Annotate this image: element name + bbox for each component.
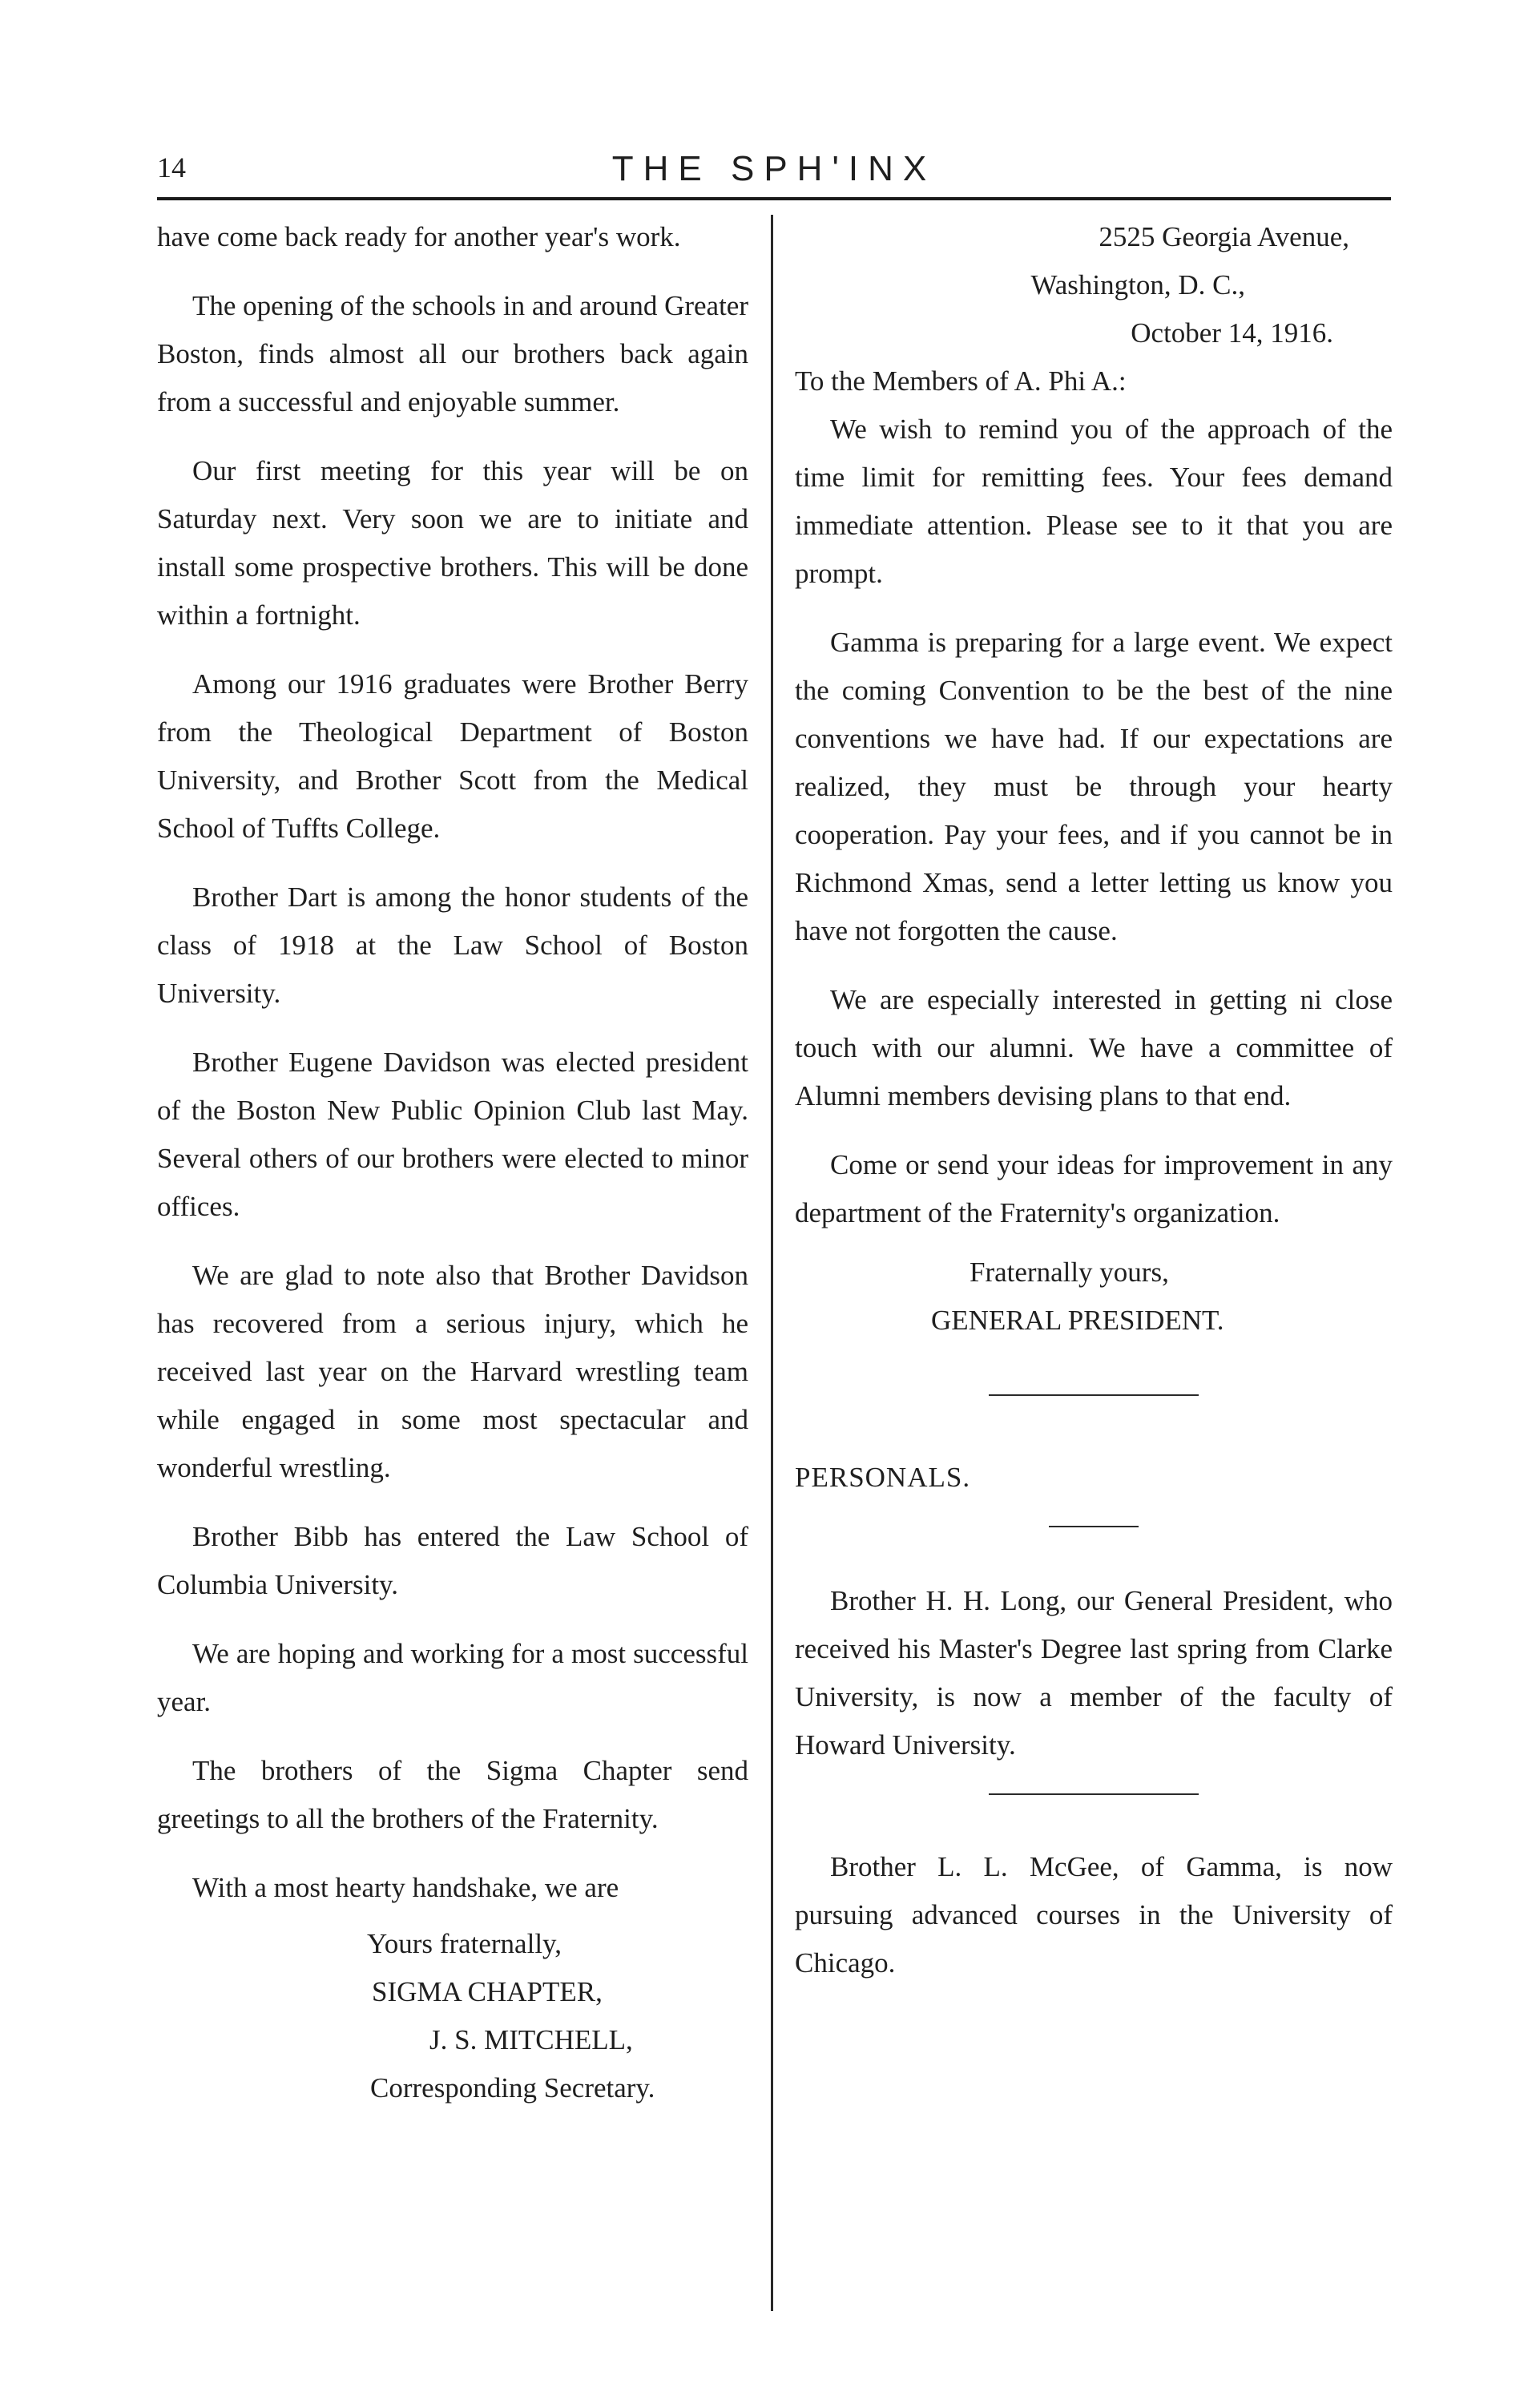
personal-item: Brother L. L. McGee, of Gamma, is now pursuing advanced courses in the University of Chicago. bbox=[795, 1851, 1393, 1979]
signature-name: J. S. MITCHELL, bbox=[429, 2024, 633, 2055]
paragraph: Among our 1916 graduates were Brother Berry from the Theological Department of Boston University, and Brother Scott from the Medical School of Tuffts College. bbox=[157, 668, 748, 844]
paragraph: Brother Bibb has entered the Law School of Columbia University. bbox=[157, 1521, 748, 1600]
running-title: THE SPH'INX bbox=[611, 149, 937, 188]
paragraph: Gamma is preparing for a large event. We expect the coming Convention to be the best of the nine conventions we have had. If our expectations are realized, they must be through your hearty cooperation. Pay your fees, and if you cannot be in Richmond Xmas, send a letter letting us know you have not forgotten the cause. bbox=[795, 627, 1393, 946]
paragraph: We are especially interested in getting ni close touch with our alumni. We have a committee of Alumni members devising plans to that end. bbox=[795, 984, 1393, 1111]
paragraph: Our first meeting for this year will be on Saturday next. Very soon we are to initiate and install some prospective brothers. This will be done within a fortnight. bbox=[157, 455, 748, 631]
paragraph: Come or send your ideas for improvement in any department of the Fraternity's organization. bbox=[795, 1149, 1393, 1228]
paragraph: We are hoping and working for a most successful year. bbox=[157, 1638, 748, 1717]
paragraph: Brother Eugene Davidson was elected president of the Boston New Public Opinion Club last May. Several others of our brothers were elected to minor offices. bbox=[157, 1047, 748, 1222]
paragraph: The opening of the schools in and around Greater Boston, finds almost all our brothers back again from a successful and enjoyable summer. bbox=[157, 290, 748, 417]
address-city: Washington, D. C., bbox=[1030, 269, 1245, 301]
paragraph: We wish to remind you of the approach of the time limit for remitting fees. Your fees demand immediate attention. Please see to it that you are prompt. bbox=[795, 413, 1393, 589]
personals-heading: PERSONALS. bbox=[795, 1462, 971, 1493]
column-divider bbox=[771, 215, 773, 2311]
right-column bbox=[795, 213, 1393, 2008]
section-divider bbox=[989, 1793, 1199, 1795]
signature-chapter: SIGMA CHAPTER, bbox=[372, 1976, 603, 2007]
sigma-signature bbox=[157, 1920, 748, 2112]
paragraph: The brothers of the Sigma Chapter send greetings to all the brothers of the Fraternity. bbox=[157, 1755, 748, 1834]
section-divider bbox=[1049, 1526, 1139, 1527]
address-date: October 14, 1916. bbox=[1131, 317, 1333, 349]
left-column bbox=[157, 213, 748, 2112]
personal-item: Brother H. H. Long, our General President, who received his Master's Degree last spring from Clarke University, is now a member of the faculty of Howard University. bbox=[795, 1585, 1393, 1761]
letter-address bbox=[795, 213, 1393, 357]
paragraph: We are glad to note also that Brother Davidson has recovered from a serious injury, which he received last year on the Harvard wrestling team while engaged in some most spectacular and wonderful wrestling. bbox=[157, 1260, 748, 1483]
letter-salutation: To the Members of A. Phi A.: bbox=[795, 365, 1127, 397]
paragraph: With a most hearty handshake, we are bbox=[192, 1872, 619, 1903]
signature-title: Corresponding Secretary. bbox=[370, 2072, 655, 2104]
page-number: 14 bbox=[157, 151, 186, 184]
letter-signature: GENERAL PRESIDENT. bbox=[931, 1305, 1224, 1336]
section-divider bbox=[989, 1394, 1199, 1396]
signature-closing: Yours fraternally, bbox=[367, 1928, 562, 1959]
paragraph: have come back ready for another year's work. bbox=[157, 221, 681, 252]
address-street: 2525 Georgia Avenue, bbox=[1099, 221, 1349, 252]
paragraph: Brother Dart is among the honor students of the class of 1918 at the Law School of Boston University. bbox=[157, 881, 748, 1009]
page-header bbox=[157, 149, 1391, 200]
letter-closing: Fraternally yours, bbox=[970, 1257, 1169, 1288]
